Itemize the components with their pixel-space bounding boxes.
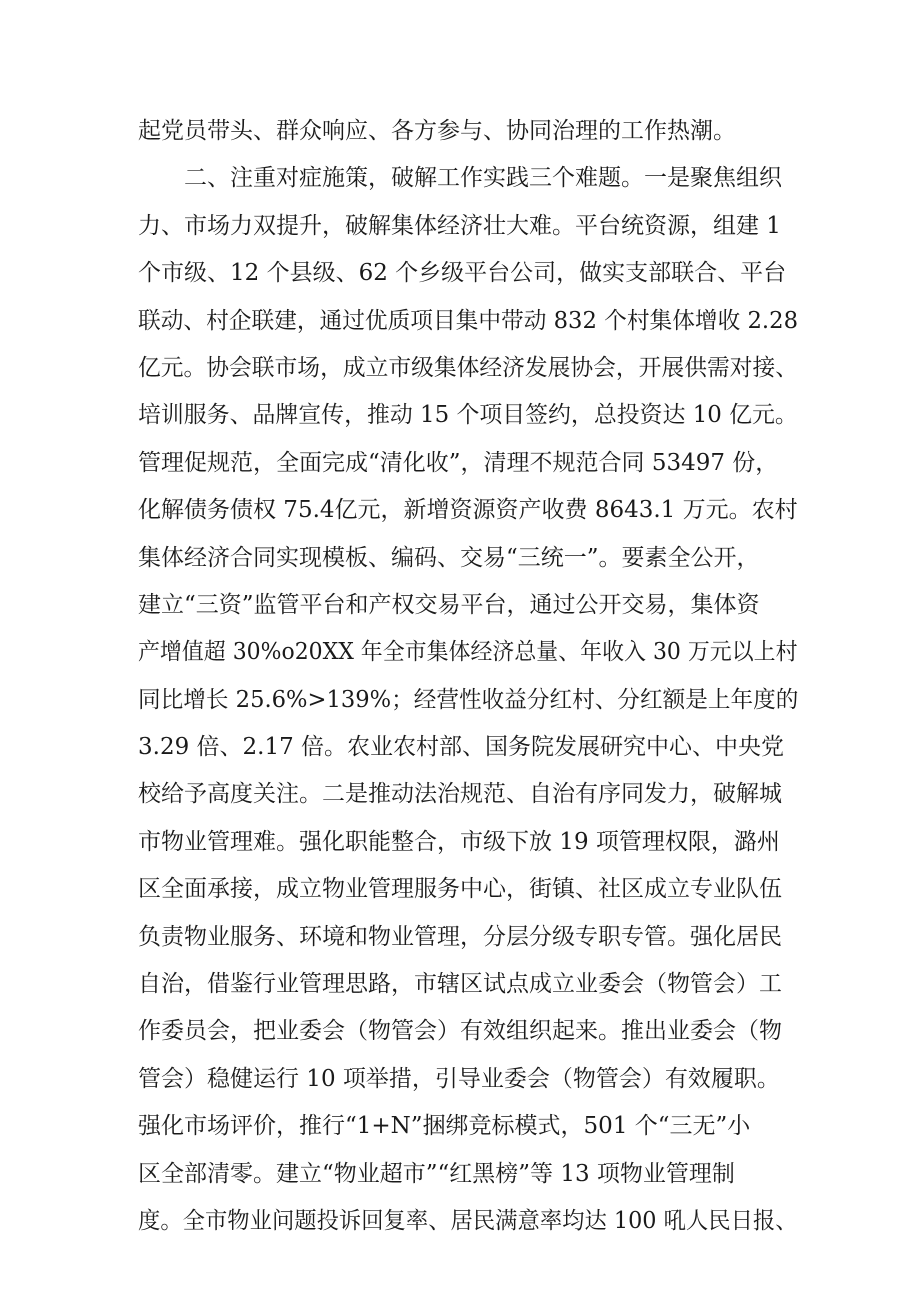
text-line: 市物业管理难。强化职能整合，市级下放 19 项管理权限，潞州	[138, 828, 780, 855]
text-line: 强化市场评价，推行“1+N”捆绑竞标模式，501 个“三无”小	[138, 1113, 751, 1140]
text-line: 作委员会，把业委会（物管会）有效组织起来。推出业委会（物	[138, 1018, 782, 1045]
text-line: 起党员带头、群众响应、各方参与、协同治理的工作热潮。	[138, 118, 736, 144]
body-text	[138, 108, 798, 1245]
text-line: 联动、村企联建，通过优质项目集中带动 832 个村集体增收 2.28	[138, 307, 799, 334]
text-line: 亿元。协会联市场，成立市级集体经济发展协会，开展供需对接、	[138, 354, 798, 381]
text-line: 3.29 倍、2.17 倍。农业农村部、国务院发展研究中心、中央党	[138, 734, 785, 761]
text-line: 二、注重对症施策，破解工作实践三个难题。一是聚焦组织	[184, 165, 782, 192]
text-line: 区全面承接，成立物业管理服务中心，街镇、社区成立专业队伍	[138, 876, 782, 903]
text-line: 建立“三资”监管平台和产权交易平台，通过公开交易，集体资	[138, 591, 760, 618]
text-line: 同比增长 25.6%>139%；经营性收益分红村、分红额是上年度的	[138, 686, 799, 713]
text-line: 负责物业服务、环境和物业管理，分层分级专职专管。强化居民	[138, 923, 782, 950]
text-line: 化解债务债权 75.4亿元，新增资源资产收费 8643.1 万元。农村	[138, 497, 798, 524]
text-line: 管会）稳健运行 10 项举措，引导业委会（物管会）有效履职。	[138, 1065, 780, 1092]
text-line: 培训服务、品牌宣传，推动 15 个项目签约，总投资达 10 亿元。	[138, 402, 798, 429]
text-line: 度。全市物业问题投诉回复率、居民满意率均达 100 吼人民日报、	[138, 1207, 798, 1234]
text-line: 个市级、12 个县级、62 个乡级平台公司，做实支部联合、平台	[138, 260, 787, 287]
text-line: 自治，借鉴行业管理思路，市辖区试点成立业委会（物管会）工	[138, 971, 782, 998]
text-line: 校给予高度关注。二是推动法治规范、自治有序同发力，破解城	[138, 781, 782, 808]
text-line: 力、市场力双提升，破解集体经济壮大难。平台统资源，组建 1	[138, 212, 781, 239]
text-line: 管理促规范，全面完成“清化收”，清理不规范合同 53497 份，	[138, 449, 779, 476]
text-line: 产增值超 30%o20XX 年全市集体经济总量、年收入 30 万元以上村	[138, 639, 798, 666]
text-line: 区全部清零。建立“物业超市”“红黑榜”等 13 项物业管理制	[138, 1160, 735, 1187]
text-line: 集体经济合同实现模板、编码、交易“三统一”。要素全公开，	[138, 544, 760, 571]
